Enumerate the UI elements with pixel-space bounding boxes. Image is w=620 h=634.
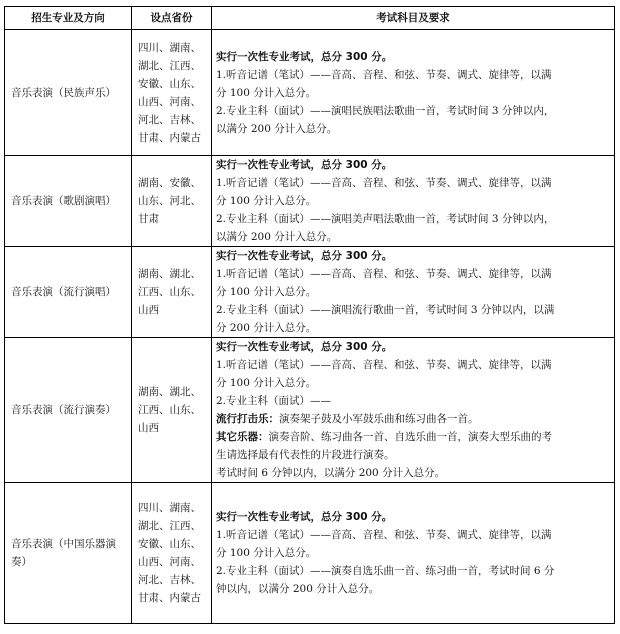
requirement-line: 1.听音记谱（笔试）——音高、音程、和弦、节奏、调式、旋律等，以满	[216, 68, 552, 81]
province-line: 安徽、山东、	[138, 538, 201, 550]
requirement-line: 分 200 分计入总分。	[216, 322, 317, 334]
requirements-cell	[212, 338, 615, 483]
admission-table	[4, 6, 615, 624]
table-row	[5, 156, 615, 247]
requirement-line: 1.听音记谱（笔试）——音高、音程、和弦、节奏、调式、旋律等，以满	[216, 268, 552, 280]
province-line: 山东、河北、	[138, 195, 201, 207]
requirement-line: 钟以内，以满分 200 分计入总分。	[216, 583, 380, 595]
requirements-cell	[212, 247, 615, 338]
requirement-line: 分 100 分计入总分。	[216, 195, 317, 207]
requirement-line: 1.听音记谱（笔试）——音高、音程、和弦、节奏、调式、旋律等，以满	[216, 177, 552, 189]
major-cell: 音乐表演（民族声乐）	[5, 30, 132, 156]
requirement-summary: 实行一次性专业考试，总分 300 分。	[216, 250, 393, 262]
table-header-row	[5, 7, 615, 30]
major-cell: 音乐表演（中国乐器演奏）	[5, 483, 132, 624]
header-provinces: 设点省份	[132, 7, 212, 30]
requirements-cell	[212, 156, 615, 247]
table-row	[5, 338, 615, 483]
provinces-cell	[132, 30, 212, 156]
province-line: 湖南、湖北、	[138, 386, 201, 398]
province-line: 四川、湖南、	[138, 502, 201, 514]
instrument-category-label: 其它乐器：	[216, 431, 269, 443]
requirement-summary: 实行一次性专业考试，总分 300 分。	[216, 341, 393, 353]
province-line: 湖南、安徽、	[138, 177, 201, 189]
requirement-line: 2.专业主科（面试）——演唱流行歌曲一首，考试时间 3 分钟以内，以满	[216, 304, 555, 316]
requirement-line: 分 100 分计入总分。	[216, 547, 317, 559]
provinces-cell	[132, 483, 212, 624]
province-line: 江西、山东、	[138, 286, 201, 298]
requirement-summary: 实行一次性专业考试，总分 300 分。	[216, 511, 393, 523]
province-line: 四川、湖南、	[138, 41, 201, 54]
instrument-category-text: 演奏音阶、练习曲各一首、自选乐曲一首，演奏大型乐曲的考	[268, 431, 552, 443]
province-line: 山西、河南、	[138, 95, 201, 108]
major-cell: 音乐表演（流行演唱）	[5, 247, 132, 338]
province-line: 河北、吉林、	[138, 113, 201, 126]
province-line: 山西、河南、	[138, 556, 201, 568]
requirement-line: 2.专业主科（面试）——演唱民族唱法歌曲一首，考试时间 3 分钟以内，	[216, 104, 555, 117]
province-line: 湖南、湖北、	[138, 268, 201, 280]
table-row	[5, 247, 615, 338]
requirement-line	[216, 428, 608, 446]
instrument-category-text: 演奏架子鼓及小军鼓乐曲和练习曲各一首。	[279, 413, 479, 425]
province-line: 湖北、江西、	[138, 520, 201, 532]
province-line: 江西、山东、	[138, 404, 201, 416]
requirement-line: 以满分 200 分计入总分。	[216, 122, 338, 135]
requirement-line: 1.听音记谱（笔试）——音高、音程、和弦、节奏、调式、旋律等，以满	[216, 359, 552, 371]
requirement-line: 分 100 分计入总分。	[216, 286, 317, 298]
province-line: 甘肃、内蒙古	[138, 592, 201, 604]
province-line: 山西	[138, 422, 159, 434]
requirement-line: 2.专业主科（面试）——	[216, 395, 332, 407]
requirement-line: 2.专业主科（面试）——演奏自选乐曲一首、练习曲一首，考试时间 6 分	[216, 565, 555, 577]
province-line: 湖北、江西、	[138, 59, 201, 72]
major-cell: 音乐表演（歌剧演唱）	[5, 156, 132, 247]
requirements-cell	[212, 30, 615, 156]
requirements-cell	[212, 483, 615, 624]
header-requirements: 考试科目及要求	[212, 7, 615, 30]
requirement-line: 生请选择最有代表性的片段进行演奏。	[216, 449, 395, 461]
province-line: 安徽、山东、	[138, 77, 201, 90]
table-row	[5, 483, 615, 624]
province-line: 甘肃、内蒙古	[138, 131, 201, 144]
requirement-line: 1.听音记谱（笔试）——音高、音程、和弦、节奏、调式、旋律等，以满	[216, 529, 552, 541]
table-row	[5, 30, 615, 156]
instrument-category-label: 流行打击乐：	[216, 413, 279, 425]
provinces-cell	[132, 247, 212, 338]
requirement-summary: 实行一次性专业考试，总分 300 分。	[216, 159, 393, 171]
major-cell: 音乐表演（流行演奏）	[5, 338, 132, 483]
provinces-cell	[132, 338, 212, 483]
requirement-line	[216, 410, 608, 428]
requirement-line: 分 100 分计入总分。	[216, 377, 317, 389]
provinces-cell	[132, 156, 212, 247]
province-line: 山西	[138, 304, 159, 316]
requirement-line: 以满分 200 分计入总分。	[216, 231, 338, 243]
province-line: 甘肃	[138, 213, 159, 225]
province-line: 河北、吉林、	[138, 574, 201, 586]
requirement-summary: 实行一次性专业考试，总分 300 分。	[216, 50, 393, 63]
header-major: 招生专业及方向	[5, 7, 132, 30]
requirement-line: 考试时间 6 分钟以内，以满分 200 分计入总分。	[216, 467, 446, 479]
requirement-line: 分 100 分计入总分。	[216, 86, 317, 99]
requirement-line: 2.专业主科（面试）——演唱美声唱法歌曲一首，考试时间 3 分钟以内，	[216, 213, 555, 225]
